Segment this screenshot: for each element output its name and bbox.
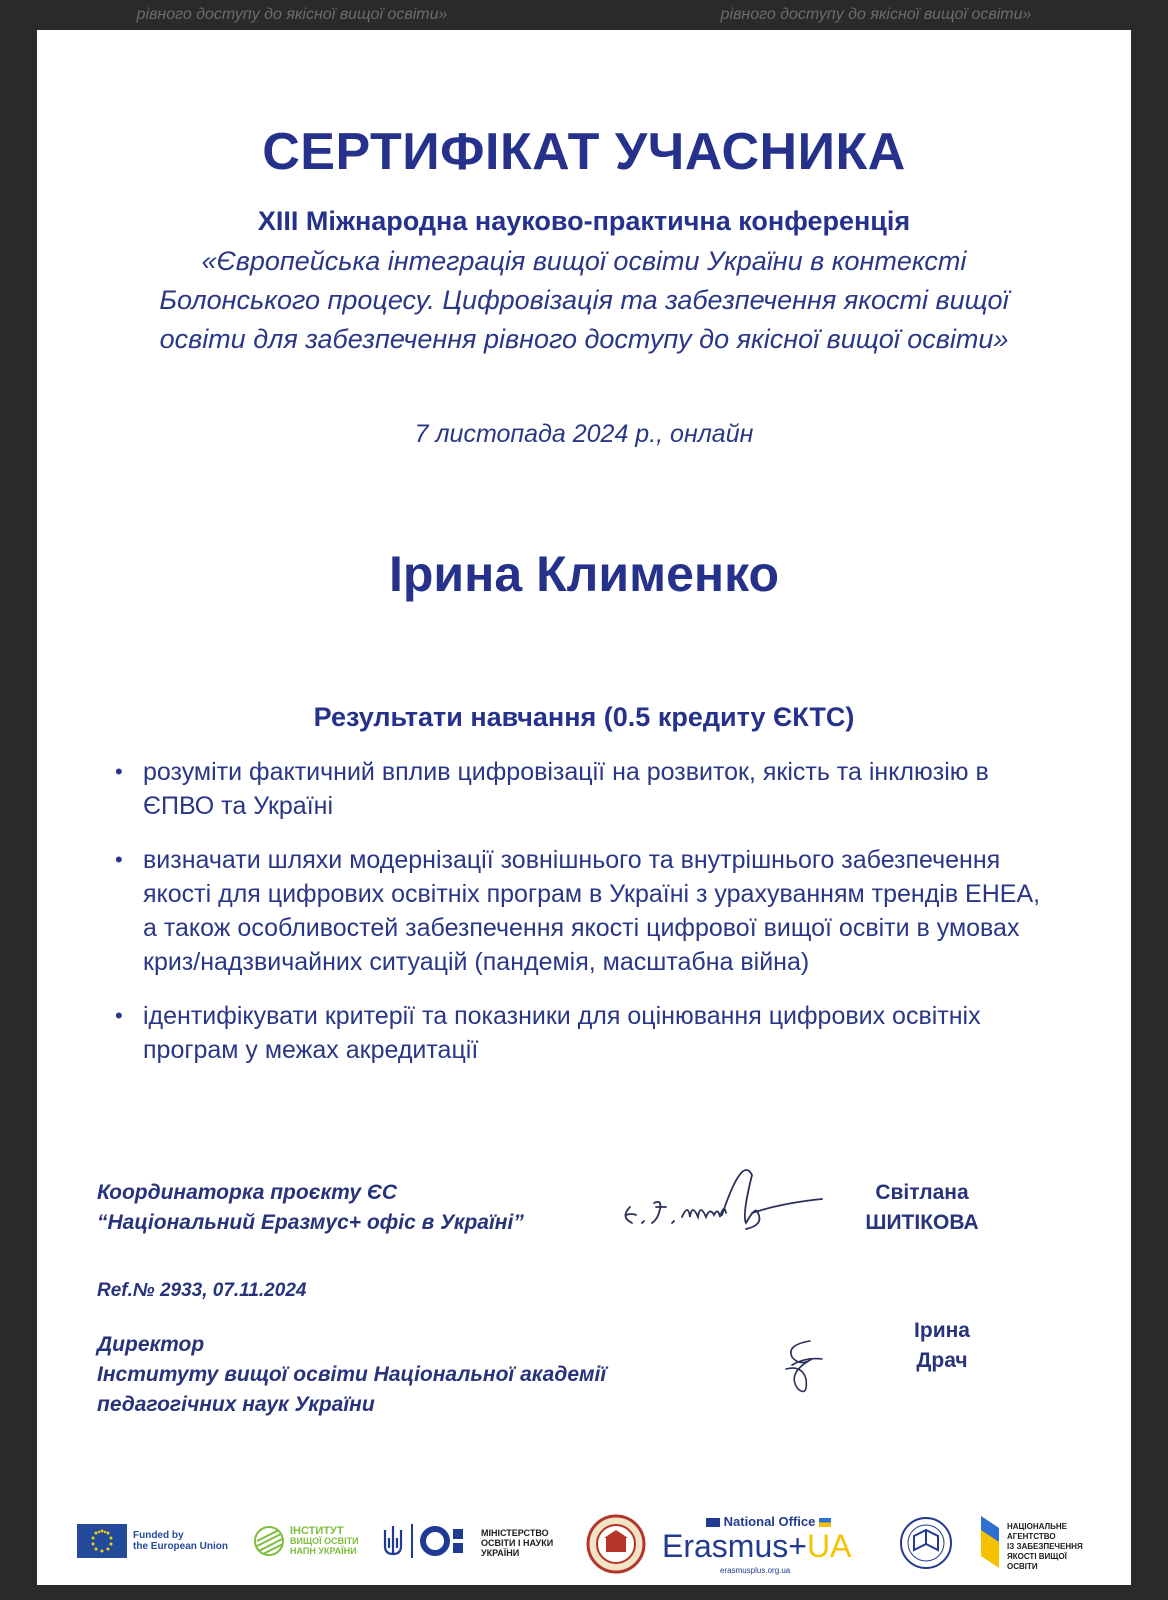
- naqa-text-line3: ІЗ ЗАБЕЗПЕЧЕННЯ: [1007, 1542, 1083, 1551]
- ivo-text: [290, 1526, 359, 1556]
- mon-text-line3: УКРАЇНИ: [481, 1548, 520, 1558]
- bullet-icon: •: [115, 847, 123, 872]
- ivo-text-line2: ВИЩОЇ ОСВІТИ: [290, 1536, 359, 1546]
- signatory-1-last-name: ШИТІКОВА: [865, 1211, 979, 1234]
- erasmus-national-office: [706, 1514, 831, 1529]
- outcome-text: ідентифікувати критерії та показники для оцінювання цифрових освітніх програм у межах акредитації: [143, 1002, 981, 1064]
- certificate-title: СЕРТИФІКАТ УЧАСНИКА: [262, 123, 906, 181]
- trident-icon: [381, 1524, 405, 1558]
- signatory-2-role-line1: Директор: [97, 1333, 205, 1356]
- signatory-2-last-name: Драч: [916, 1349, 968, 1372]
- list-item: [115, 755, 1045, 823]
- naqa-logo: [977, 1508, 1092, 1578]
- conference-name: XIII Міжнародна науково-практична конференція: [257, 206, 911, 236]
- emblem-icon: [899, 1516, 953, 1570]
- list-item: [115, 843, 1045, 979]
- signatory-1-first-name: Світлана: [875, 1181, 969, 1204]
- signatory-2-first-name: Ірина: [914, 1319, 970, 1342]
- erasmus-logo: [662, 1508, 877, 1578]
- naqa-text-line4: ЯКОСТІ ВИЩОЇ ОСВІТИ: [1007, 1552, 1067, 1571]
- ivo-text-line1: ІНСТИТУТ: [290, 1525, 344, 1537]
- signatory-2-role: [97, 1330, 606, 1420]
- eu-text-line1: Funded by: [133, 1530, 184, 1541]
- ua-flag-icon: [819, 1518, 831, 1527]
- naqa-text-line1: НАЦІОНАЛЬНЕ: [1007, 1522, 1067, 1531]
- signatory-1-role-line1: Координаторка проєкту ЄС: [97, 1181, 398, 1204]
- eu-mini-flag-icon: [706, 1518, 720, 1527]
- signature-2-icon: [772, 1335, 842, 1395]
- naqa-text: [1007, 1522, 1092, 1572]
- erasmus-top-text: National Office: [723, 1514, 816, 1529]
- eu-flag-icon: [77, 1524, 127, 1558]
- bullet-icon: •: [115, 1003, 123, 1028]
- ghost-text-right: рівного доступу до якісної вищої освіти»: [720, 6, 1032, 23]
- erasmus-main-text: Erasmus+: [662, 1528, 807, 1564]
- erasmus-ua-text: UA: [806, 1528, 852, 1564]
- list-item: [115, 999, 1045, 1067]
- signatory-1-role: [97, 1178, 524, 1238]
- ivo-text-line3: НАПН УКРАЇНИ: [290, 1546, 357, 1556]
- naqa-mark-icon: [977, 1512, 1003, 1572]
- conference-date: 7 листопада 2024 р., онлайн: [414, 420, 754, 448]
- eu-text: [133, 1530, 228, 1552]
- erasmus-url: erasmusplus.org.ua: [720, 1566, 791, 1575]
- ivo-napn-logo: [252, 1508, 367, 1578]
- ivo-leaf-icon: [252, 1524, 286, 1558]
- outcome-text: визначати шляхи модернізації зовнішнього та внутрішнього забезпечення якості для цифрових освітніх програм в Україні з урахуванням трендів EHEA, а також особливостей забезпечення якості цифрової вищої освіти в умовах криз/надзвичайних ситуацій (пандемія, масштабна війна): [143, 846, 1041, 976]
- reference-number: Ref.№ 2933, 07.11.2024: [97, 1280, 307, 1301]
- signatory-1-name: [847, 1178, 997, 1238]
- napn-emblem-logo: [897, 1508, 957, 1578]
- background-ghost-text: [0, 0, 1168, 30]
- mon-logo: [377, 1508, 567, 1578]
- mon-text: [481, 1528, 553, 1558]
- mon-text-line2: ОСВІТИ І НАУКИ: [481, 1538, 554, 1548]
- eu-logo: [77, 1508, 237, 1578]
- bullet-icon: •: [115, 759, 123, 784]
- outcome-text: розуміти фактичний вплив цифровізації на розвиток, якість та інклюзію в ЄПВО та Україні: [143, 758, 989, 820]
- signature-1-icon: [612, 1165, 827, 1240]
- signatory-1-role-line2: “Національний Еразмус+ офіс в Україні”: [97, 1211, 524, 1234]
- conference-theme: «Європейська інтеграція вищої освіти України в контексті Болонського процесу. Цифровізація та забезпечення якості вищої освіти для забезпечення рівного доступу до якісної вищої освіти»: [159, 246, 1009, 354]
- mon-text-line1: МІНІСТЕРСТВО: [481, 1528, 549, 1538]
- participant-name: Ірина Клименко: [389, 546, 779, 602]
- divider: [411, 1524, 413, 1558]
- signatory-2-name: [877, 1316, 1007, 1376]
- erasmus-wordmark: [662, 1528, 851, 1565]
- certificate-sheet: [37, 30, 1131, 1585]
- outcomes-list: [115, 755, 1045, 1087]
- ghost-text-left: рівного доступу до якісної вищої освіти»: [136, 6, 448, 23]
- signatory-2-role-line2: Інституту вищої освіти Національної академії: [97, 1363, 607, 1386]
- outcomes-heading: Результати навчання (0.5 кредиту ЄКТС): [313, 702, 855, 732]
- eu-text-line2: the European Union: [133, 1541, 228, 1552]
- naqa-text-line2: АГЕНТСТВО: [1007, 1532, 1056, 1541]
- academy-seal-logo: [582, 1508, 652, 1578]
- signatory-2-role-line3: педагогічних наук України: [97, 1393, 375, 1416]
- partner-logos: [77, 1508, 1097, 1578]
- seal-icon: [586, 1514, 646, 1574]
- mon-symbol-icon: [419, 1524, 473, 1558]
